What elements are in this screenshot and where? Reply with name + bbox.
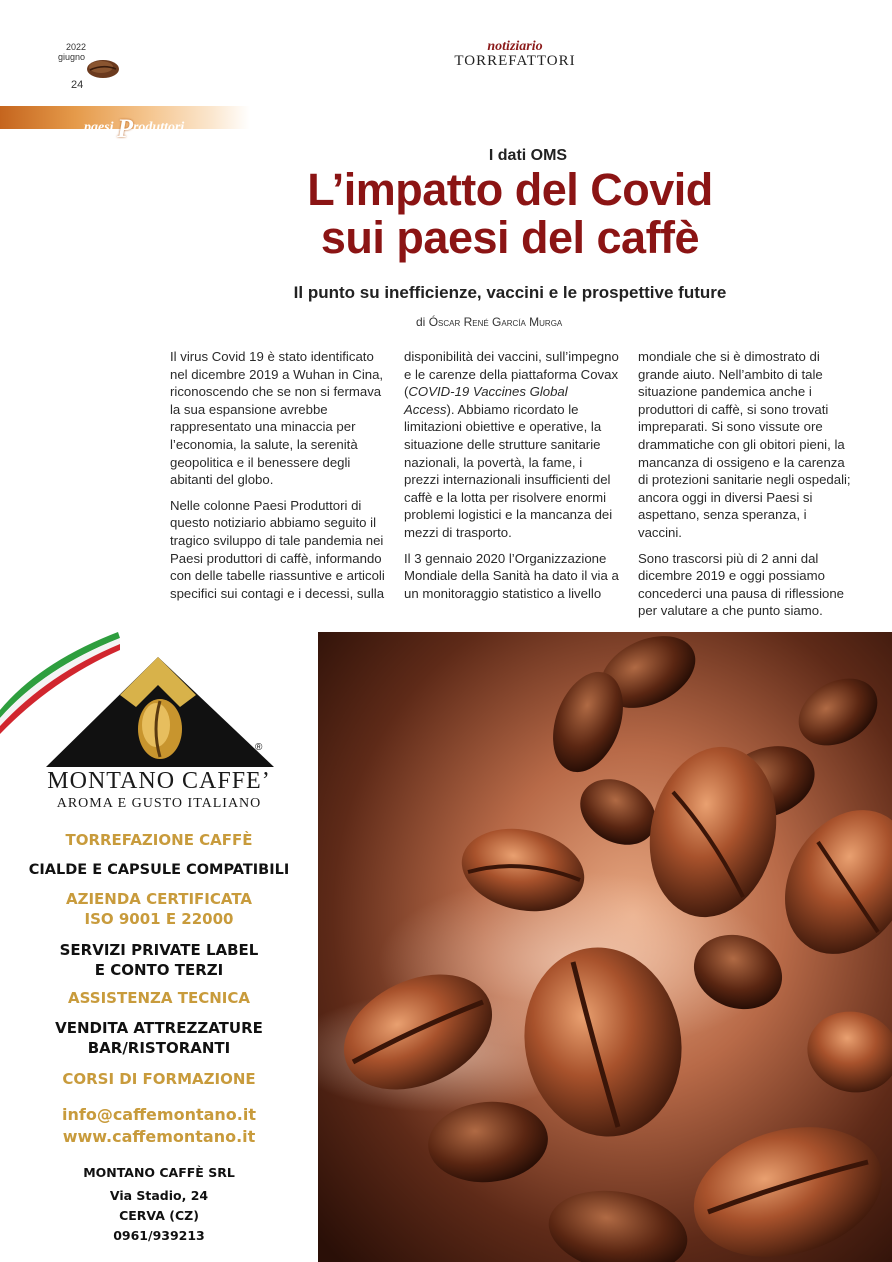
article-byline	[416, 315, 562, 329]
issue-year: 2022	[66, 42, 87, 52]
ad-equipment-line-2: BAR/RISTORANTI	[87, 1039, 231, 1057]
ad-service-roasting: TORREFAZIONE CAFFÈ	[65, 831, 253, 849]
montano-mountain-logo	[40, 655, 280, 775]
ad-company-name: MONTANO CAFFÈ SRL	[83, 1165, 235, 1180]
paragraph: mondiale che si è dimostrato di grande aiuto. Nell’ambito di tale situazione pandemica anche i produttori di caffè, si sono trovati impreparati. Si sono vissute ore drammatiche con gli obitori pieni, la mancanza di ossigeno e la carenza di protezioni sanitarie negli ospedali; ancora oggi in diversi Paesi si aspettano, senza speranza, i vaccini.	[638, 349, 851, 540]
ad-private-label-line-1: SERVIZI PRIVATE LABEL	[59, 941, 259, 959]
paragraph-part: disponibilità dei vaccini, sull’impegno e le carenze della piattaforma Covax (	[404, 349, 619, 400]
ad-city: CERVA (CZ)	[119, 1208, 199, 1223]
byline-prefix: di	[416, 315, 426, 329]
magazine-title-top: notiziario	[487, 39, 543, 54]
article-title	[160, 166, 860, 262]
paragraph: Il virus Covid 19 è stato identificato nel dicembre 2019 a Wuhan in Cina, riconoscendo che se non si fermava la sua espansione avrebbe rappresentato una minaccia per l’economia, la salute, la serenità geopolitica e il benessere degli abitanti del globo.	[170, 349, 384, 488]
ad-email-link[interactable]: info@caffemontano.it	[61, 1105, 256, 1124]
section-label-initial: P	[117, 114, 133, 143]
paragraph	[404, 348, 619, 542]
coffee-beans-photo	[318, 632, 892, 1262]
ad-technical-assistance: ASSISTENZA TECNICA	[68, 989, 250, 1007]
coffee-bean-icon	[85, 56, 121, 80]
ad-phone: 0961/939213	[113, 1228, 205, 1243]
paragraph: Sono trascorsi più di 2 anni dal dicembre 2019 e oggi possiamo concederci una pausa di riflessione per valutare a che punto siamo.	[638, 550, 844, 619]
ad-website-link[interactable]: www.caffemontano.it	[62, 1127, 256, 1146]
registered-mark: ®	[255, 742, 263, 753]
text-column-1	[170, 348, 385, 610]
ad-private-label-line-2: E CONTO TERZI	[94, 961, 224, 979]
article-kicker: I dati OMS	[488, 147, 568, 164]
article-subtitle: Il punto su inefficienze, vaccini e le prospettive future	[293, 283, 727, 302]
magazine-title-bottom: TORREFATTORI	[454, 53, 576, 69]
paragraph-part: ). Abbiamo ricordato le limitazioni obiettive e operative, la situazione delle strutture sanitarie nazionali, la povertà, la fame, i prezzi internazionali insufficienti del caffè e la lotta per risolvere enormi problemi logistici e la mancanza dei mezzi di trasporto.	[404, 401, 613, 540]
article-title-line-2: sui paesi del caffè	[320, 212, 700, 263]
paragraph: Il 3 gennaio 2020 l’Organizzazione Mondiale della Sanità ha dato il via a un monitoraggio statistico a livello	[404, 550, 619, 601]
paragraph-italic: COVID-19 Vaccines Global Access	[404, 384, 568, 417]
section-label	[84, 108, 185, 143]
ad-training-courses: CORSI DI FORMAZIONE	[62, 1070, 256, 1088]
section-label-left: paesi	[84, 120, 114, 135]
ad-service-capsules: CIALDE E CAPSULE COMPATIBILI	[28, 862, 290, 878]
ad-tagline: AROMA E GUSTO ITALIANO	[56, 796, 262, 811]
ad-certification-line-2: ISO 9001 E 22000	[84, 910, 234, 928]
paragraph: Nelle colonne Paesi Produttori di questo notiziario abbiamo seguito il tragico sviluppo di tale pandemia nei Paesi produttori di caffè, informando con delle tabelle riassuntive e articoli specifici sui contagi e i decessi, sulla	[170, 497, 385, 601]
page-number: 24	[71, 79, 84, 91]
ad-brand: MONTANO CAFFE’	[47, 768, 271, 794]
ad-equipment-line-1: VENDITA ATTREZZATURE	[55, 1019, 263, 1037]
section-label-right: roduttori	[132, 120, 185, 135]
text-column-2	[404, 348, 619, 610]
article-title-line-1: L’impatto del Covid	[307, 164, 713, 215]
text-column-3	[638, 348, 853, 628]
ad-address: Via Stadio, 24	[109, 1188, 209, 1203]
issue-month: giugno	[58, 52, 86, 62]
byline-author: Óscar René García Murga	[428, 315, 563, 329]
ad-certification-line-1: AZIENDA CERTIFICATA	[65, 890, 253, 908]
